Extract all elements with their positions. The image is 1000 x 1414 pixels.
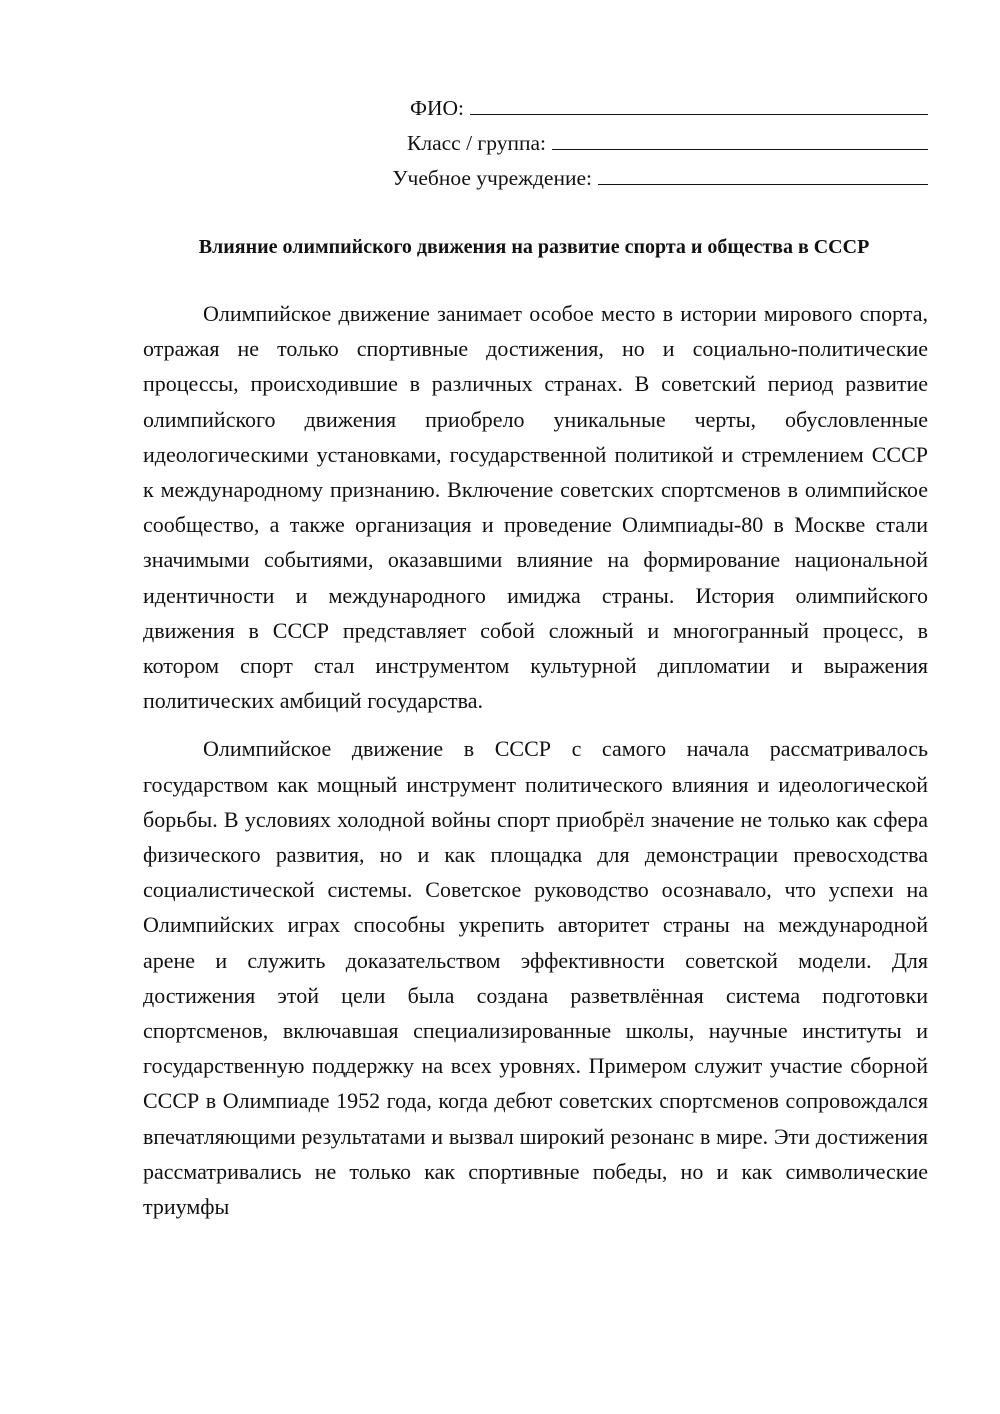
fio-blank-line[interactable]	[470, 92, 928, 115]
institution-blank-line[interactable]	[598, 162, 928, 185]
institution-label: Учебное учреждение:	[392, 166, 592, 190]
class-group-label: Класс / группа:	[407, 131, 546, 155]
fio-field[interactable]	[140, 92, 928, 127]
document-body	[143, 296, 928, 1237]
paragraph: Олимпийское движение в СССР с самого начала рассматривалось государством как мощный инструмент политического влияния и идеологической борьбы. В условиях холодной войны спорт приобрёл значение не только как сфера физического развития, но и как площадка для демонстрации превосходства социалистической системы. Советское руководство осознавало, что успехи на Олимпийских играх способны укрепить авторитет страны на международной арене и служить доказательством эффективности советской модели. Для достижения этой цели была создана разветвлённая система подготовки спортсменов, включавшая специализированные школы, научные институты и государственную поддержку на всех уровнях. Примером служит участие сборной СССР в Олимпиаде 1952 года, когда дебют советских спортсменов сопровождался впечатляющими результатами и вызвал широкий резонанс в мире. Эти достижения рассматривались не только как спортивные победы, но и как символические триумфы	[143, 736, 928, 1220]
paragraph: Олимпийское движение занимает особое место в истории мирового спорта, отражая не только спортивные достижения, но и социально-политические процессы, происходившие в различных странах. В советский период развитие олимпийского движения приобрело уникальные черты, обусловленные идеологическими установками, государственной политикой и стремлением СССР к международному признанию. Включение советских спортсменов в олимпийское сообщество, а также организация и проведение Олимпиады-80 в Москве стали значимыми событиями, оказавшими влияние на формирование национальной идентичности и международного имиджа страны. История олимпийского движения в СССР представляет собой сложный и многогранный процесс, в котором спорт стал инструментом культурной дипломатии и выражения политических амбиций государства.	[143, 301, 928, 714]
class-group-field[interactable]	[140, 127, 928, 162]
institution-field[interactable]	[140, 162, 928, 197]
document-title: Влияние олимпийского движения на развитие спорта и общества в СССР	[198, 236, 870, 258]
student-info-block	[140, 92, 928, 197]
fio-label: ФИО:	[409, 96, 464, 120]
class-group-blank-line[interactable]	[552, 127, 928, 150]
